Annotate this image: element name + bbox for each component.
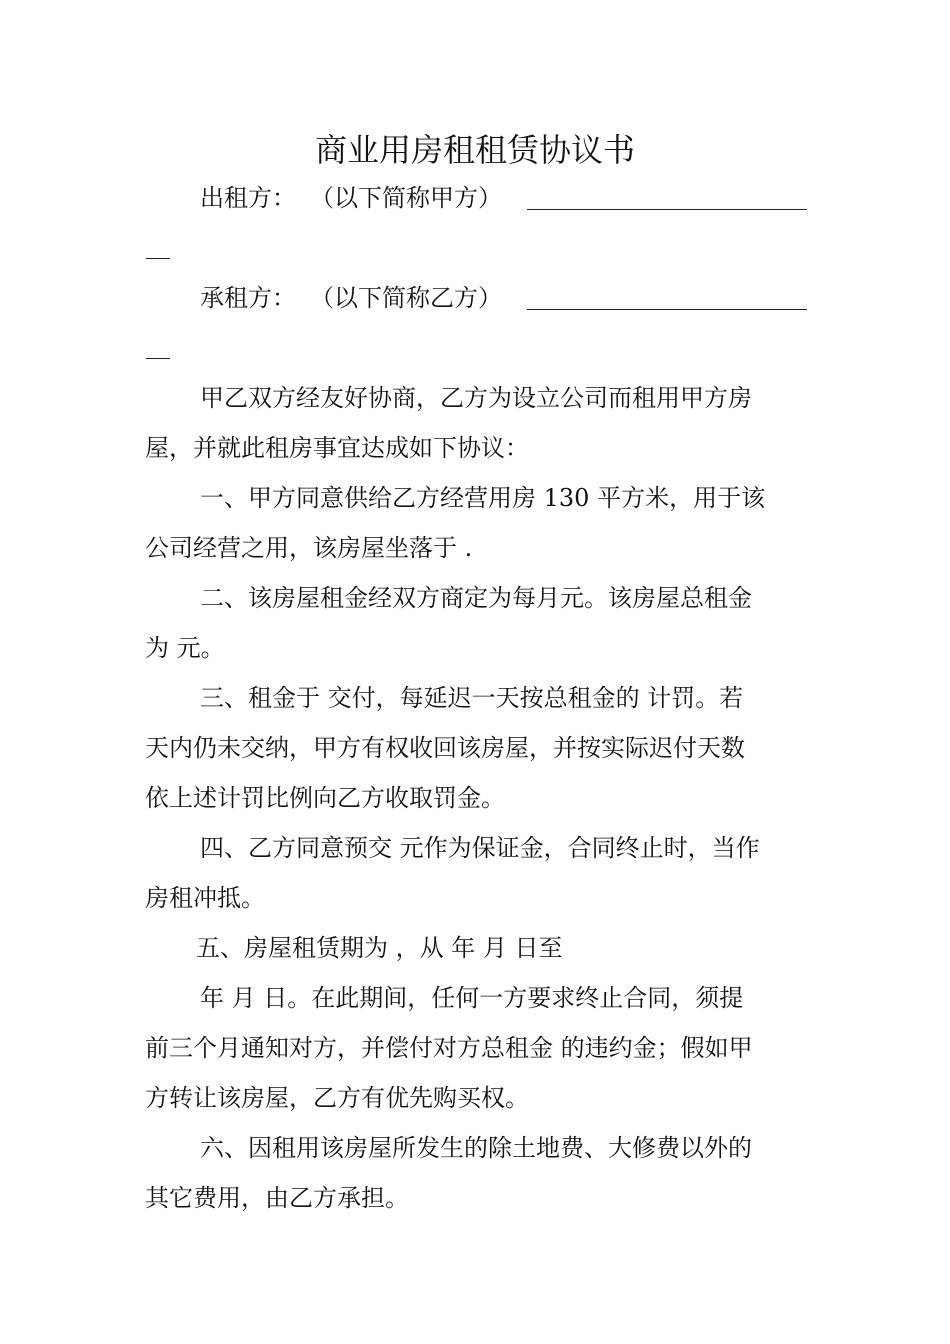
clause-6-line: 六、因租用该房屋所发生的除土地费、大修费以外的: [200, 1134, 752, 1162]
lessee-blank-underline: [527, 309, 807, 310]
lessor-line: [200, 180, 502, 216]
lessee-label: 承租方：: [200, 284, 296, 312]
lessor-note: （以下简称甲方）: [322, 184, 502, 212]
body-line: 甲乙双方经友好协商，乙方为设立公司而租用甲方房: [200, 384, 752, 412]
lessee-note: （以下简称乙方）: [322, 284, 502, 312]
lessor-blank-underline: [527, 209, 807, 210]
clause-3-line: 三、租金于 交付，每延迟一天按总租金的 计罚。若: [200, 684, 744, 712]
clause-2-line: 二、该房屋租金经双方商定为每月元。该房屋总租金: [200, 584, 752, 612]
clause-4-line: 房租冲抵。: [145, 884, 265, 912]
clause-4-line: 四、乙方同意预交 元作为保证金，合同终止时，当作: [200, 834, 760, 862]
clause-3-line: 天内仍未交纳，甲方有权收回该房屋，并按实际迟付天数: [145, 734, 745, 762]
lessor-label: 出租方：: [200, 184, 296, 212]
clause-5-line: 前三个月通知对方，并偿付对方总租金 的违约金；假如甲: [145, 1034, 753, 1062]
clause-2-line: 为 元。: [145, 634, 225, 662]
clause-1-line: 一、甲方同意供给乙方经营用房 130 平方米，用于该: [200, 484, 766, 512]
clause-6-line: 其它费用，由乙方承担。: [145, 1184, 409, 1212]
clause-5-line: 五、房屋租赁期为 ，从 年 月 日至: [196, 934, 563, 962]
document-title: 商业用房租租赁协议书: [314, 131, 635, 169]
lessor-blank-continuation: [146, 258, 170, 259]
clause-1-line: 公司经营之用，该房屋坐落于 .: [145, 534, 473, 562]
lessee-blank-continuation: [146, 358, 170, 359]
clause-5-line: 方转让该房屋，乙方有优先购买权。: [145, 1084, 529, 1112]
clause-5-line: 年 月 日。在此期间，任何一方要求终止合同，须提: [200, 984, 744, 1012]
lessee-line: [200, 280, 502, 316]
clause-3-line: 依上述计罚比例向乙方收取罚金。: [145, 784, 505, 812]
body-line: 屋，并就此租房事宜达成如下协议：: [145, 434, 529, 462]
